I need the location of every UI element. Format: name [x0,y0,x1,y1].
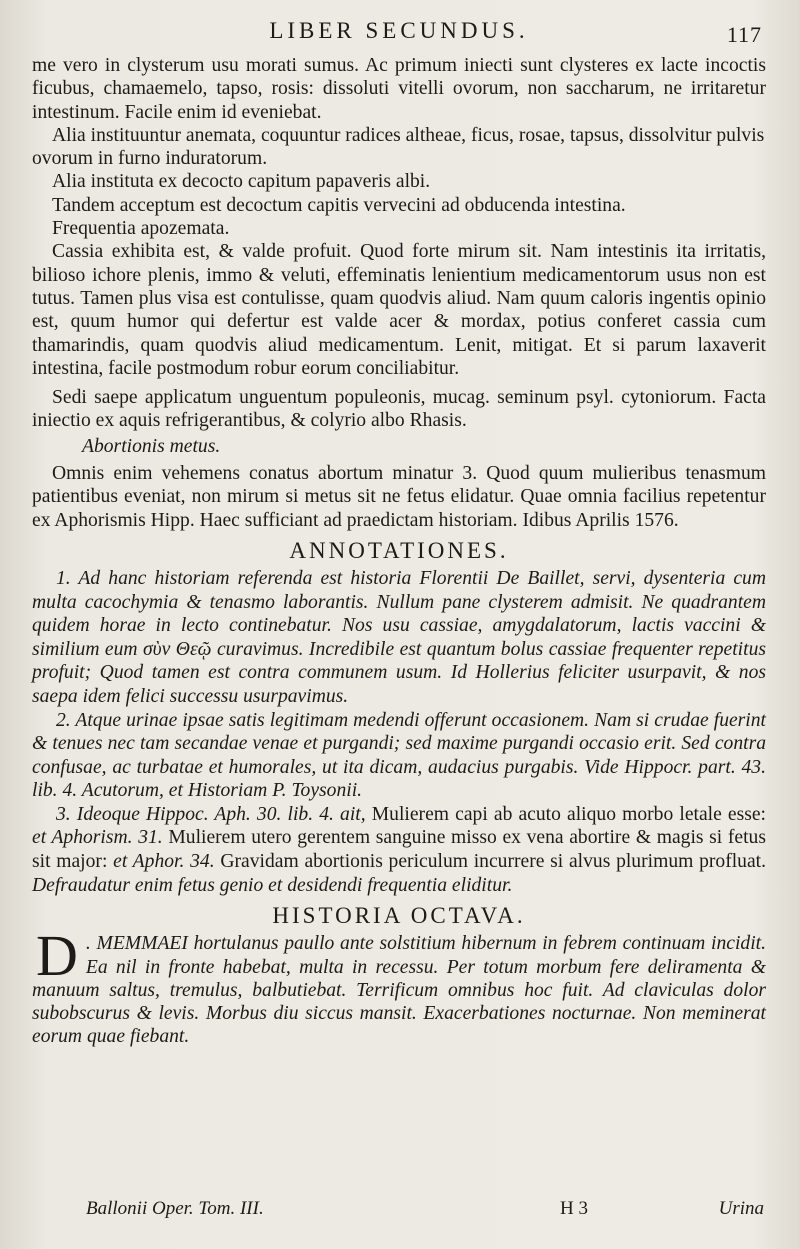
paragraph: Cassia exhibita est, & valde profuit. Quod forte mirum sit. Nam intestinis ita irritatis, bilioso ichore plenis, immo & veluti, effeminatis lenientium medicamentorum usus non est tutus. Tamen plus visa est contulisse, quam quodvis aliud. Nam quum caloris ingentis opinio est, quum humor qui defertur est valde acer & mordax, potius conferet cassia cum thamarindis, quam quodvis aliud medicamentum. Lenit, mitigat. Et si parum laxaverit intestina, facile postmodum robur eorum conciliabitur. [32,241,766,379]
catchword: Urina [718,1198,764,1219]
running-head [32,18,766,54]
paragraph: me vero in clysterum usu morati sumus. Ac primum iniecti sunt clysteres ex lacte incoctis ficubus, chamaemelo, tapso, rosis: dissoluti vitelli ovorum, non saccharum, ne irritaretur intestinum. Facile enim id eveniebat. [32,55,766,123]
annotations-title: ANNOTATIONES. [289,537,509,563]
paragraph: Alia instituta ex decocto capitum papaveris albi. [52,171,431,193]
annotation-3-part: Mulierem utero gerentem sanguine misso ex vena abortire & magis si fetus sit major: [32,827,766,873]
paragraph: Tandem acceptum est decoctum capitis vervecini ad obducenda intestina. [52,194,626,216]
annotation-1: 1. Ad hanc historiam referenda est historia Florentii De Baillet, servi, dysenteria cum multa cacochymia & tenasmo laborantis. Nullum pane clysterem admisit. Ne quadrantem quidem horae in lecto continebatur. Nos usu cassiae, amygdalatorum, lactis vaccini & similium eum σὺν Θεῷ curavimus. Incredibile est quantum bolus cassiae frequenter repetitus profuit; Quod tamen est contra communem usum. Id Hollerius feliciter usurpavit, & nos saepa idem felici successu usurpavimus. [32,567,766,707]
subheading: Abortionis metus. [82,435,221,457]
annotations [32,567,766,897]
annotation-3-part: 3. Ideoque Hippoc. Aph. 30. lib. 4. ait, [56,803,366,825]
history-body: . MEMMAEI hortulanus paullo ante solstitium hibernum in febrem continuam incidit. Ea nil in fronte habebat, multa in recessu. Per totum morbum fere deliramenta & manuum saltus, tremulus, balbutiebat. Terrificum omnibus hoc fuit. Ad claviculas dolor subobscurus & levis. Morbus diu siccus mansit. Exacerbationes nocturnae. Non meminerat eorum quae fiebant. [32,933,766,1048]
annotation-2: 2. Atque urinae ipsae satis legitimam medendi offerunt occasionem. Nam si crudae fuerint & tenues nec tam secandae venae et purgandi; sed maxime purgandi occasio erit. Sed contra confusae, ac turbatae et humorales, ut ita dicam, audacius purgabis. Vide Hippocr. part. 43. lib. 4. Acutorum, et Historiam P. Toysonii. [32,709,766,802]
page-footer [86,1198,764,1224]
paragraph: Sedi saepe applicatum unguentum populeonis, mucag. seminum psyl. cytoniorum. Facta iniectio ex aquis refrigerantibus, & colyrio albo Rhasis. [32,387,766,432]
annotation-3-part: et Aphor. 34. [113,851,215,873]
history-text [32,923,766,1048]
history-title: HISTORIA OCTAVA. [272,903,526,929]
annotation-3-part: Mulierem capi ab acuto aliquo morbo letale esse: [371,803,766,825]
annotation-3-part: Gravidam abortionis periculum incurrere si alvus plurimum profluat. [220,851,767,873]
page-number: 117 [726,22,762,47]
paragraph: Frequentia apozemata. [52,218,230,240]
footer-title: Ballonii Oper. Tom. III. [86,1198,264,1219]
main-text [32,54,766,532]
paragraph: Omnis enim vehemens conatus abortum minatur 3. Quod quum mulieribus tenasmum patientibus eveniat, non mirum si metus sit ne fetus elidatur. Quae omnia facilius repetentur ex Aphorismis Hipp. Haec sufficiant ad praedictam historiam. Idibus Aprilis 1576. [32,463,766,531]
running-title: LIBER SECUNDUS. [269,18,529,43]
annotation-3-part: Defraudatur enim fetus genio et desidendi frequentia eliditur. [32,874,513,896]
annotation-3 [32,803,766,897]
signature-mark: H 3 [560,1198,588,1219]
annotation-3-part: et Aphorism. 31. [32,827,163,849]
paragraph: Alia instituuntur anemata, coquuntur radices altheae, ficus, rosae, tapsus, dissolvitur pulvis ovorum in furno induratorum. [32,124,765,170]
drop-cap: D [36,923,78,989]
